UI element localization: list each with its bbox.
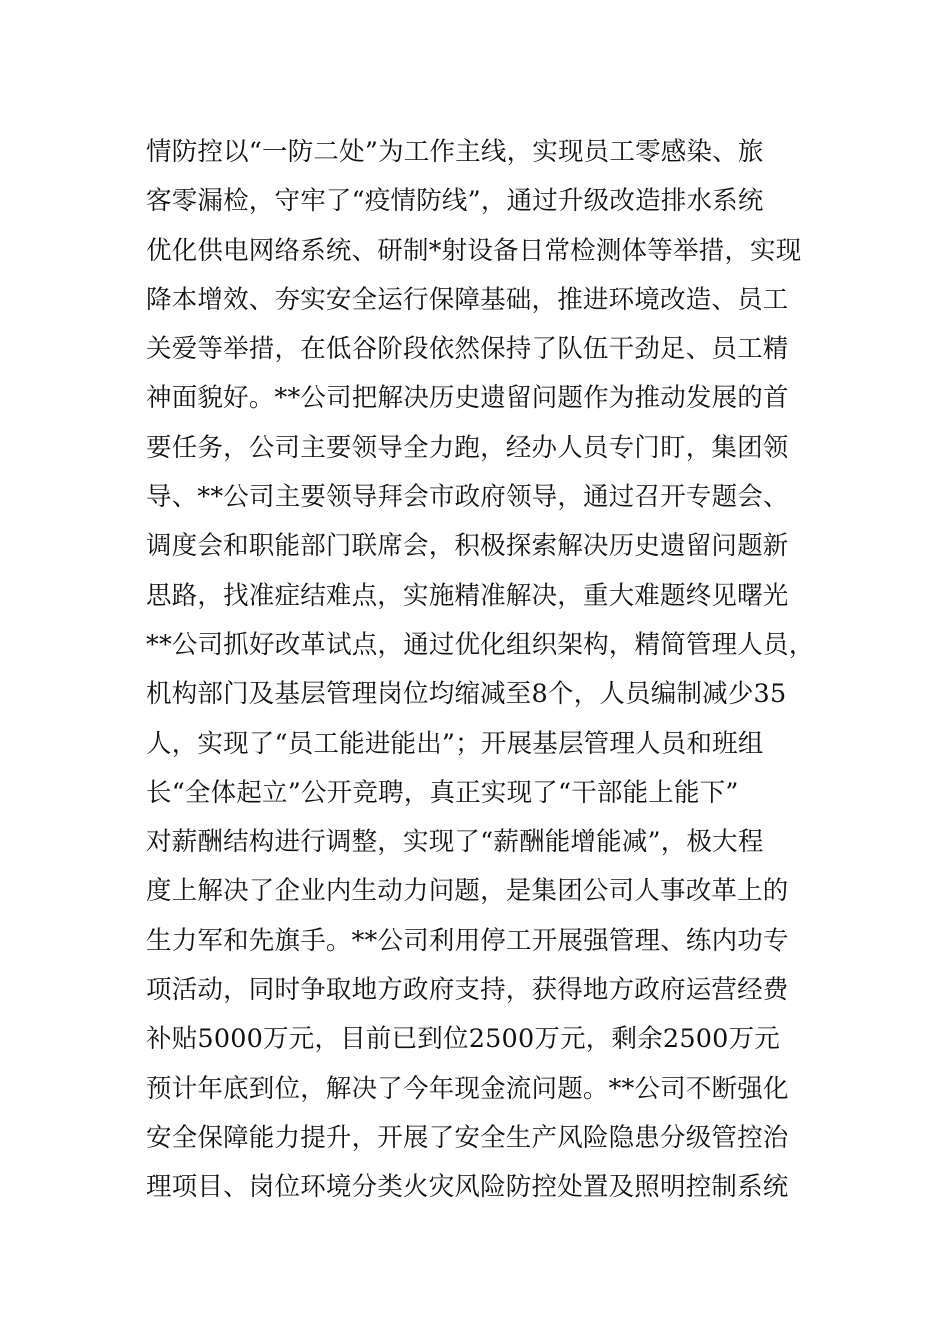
text-line: 安全保障能力提升，开展了安全生产风险隐患分级管控治	[146, 1122, 789, 1153]
text-line: 情防控以“一防二处”为工作主线，实现员工零感染、旅	[146, 137, 764, 167]
text-line: 优化供电网络系统、研制*射设备日常检测体等举措，实现	[146, 235, 802, 266]
text-line: 对薪酬结构进行调整，实现了“薪酬能增能减”，极大程	[146, 827, 764, 858]
text-line: 预计年底到位，解决了今年现金流问题。**公司不断强化	[146, 1073, 789, 1104]
text-line: 调度会和职能部门联席会，积极探索解决历史遗留问题新	[146, 531, 789, 562]
text-line: 人，实现了“员工能进能出”；开展基层管理人员和班组	[146, 728, 764, 759]
body-paragraph	[146, 128, 836, 1213]
text-line: 神面貌好。**公司把解决历史遗留问题作为推动发展的首	[146, 383, 789, 414]
text-line: 降本增效、夯实安全运行保障基础，推进环境改造、员工	[146, 284, 789, 315]
text-line: 补贴5000万元，目前已到位2500万元，剩余2500万元	[146, 1024, 780, 1055]
text-line: 思路，找准症结难点，实施精准解决，重大难题终见曙光	[146, 580, 789, 611]
text-line: 要任务，公司主要领导全力跑，经办人员专门盯，集团领	[146, 432, 789, 463]
text-line: 项活动，同时争取地方政府支持，获得地方政府运营经费	[146, 975, 789, 1006]
text-line: 度上解决了企业内生动力问题，是集团公司人事改革上的	[146, 876, 789, 907]
text-line: 生力军和先旗手。**公司利用停工开展强管理、练内功专	[146, 925, 789, 956]
text-line: **公司抓好改革试点，通过优化组织架构，精简管理人员，	[146, 629, 815, 660]
text-line: 机构部门及基层管理岗位均缩减至8个，人员编制减少35	[146, 679, 787, 710]
text-line: 长“全体起立”公开竞聘，真正实现了“干部能上能下”	[146, 777, 739, 808]
text-line: 导、**公司主要领导拜会市政府领导，通过召开专题会、	[146, 482, 789, 513]
text-line: 客零漏检，守牢了“疫情防线”，通过升级改造排水系统	[146, 186, 764, 217]
text-line: 理项目、岗位环境分类火灾风险防控处置及照明控制系统	[146, 1172, 789, 1203]
text-line: 关爱等举措，在低谷阶段依然保持了队伍干劲足、员工精	[146, 334, 789, 365]
